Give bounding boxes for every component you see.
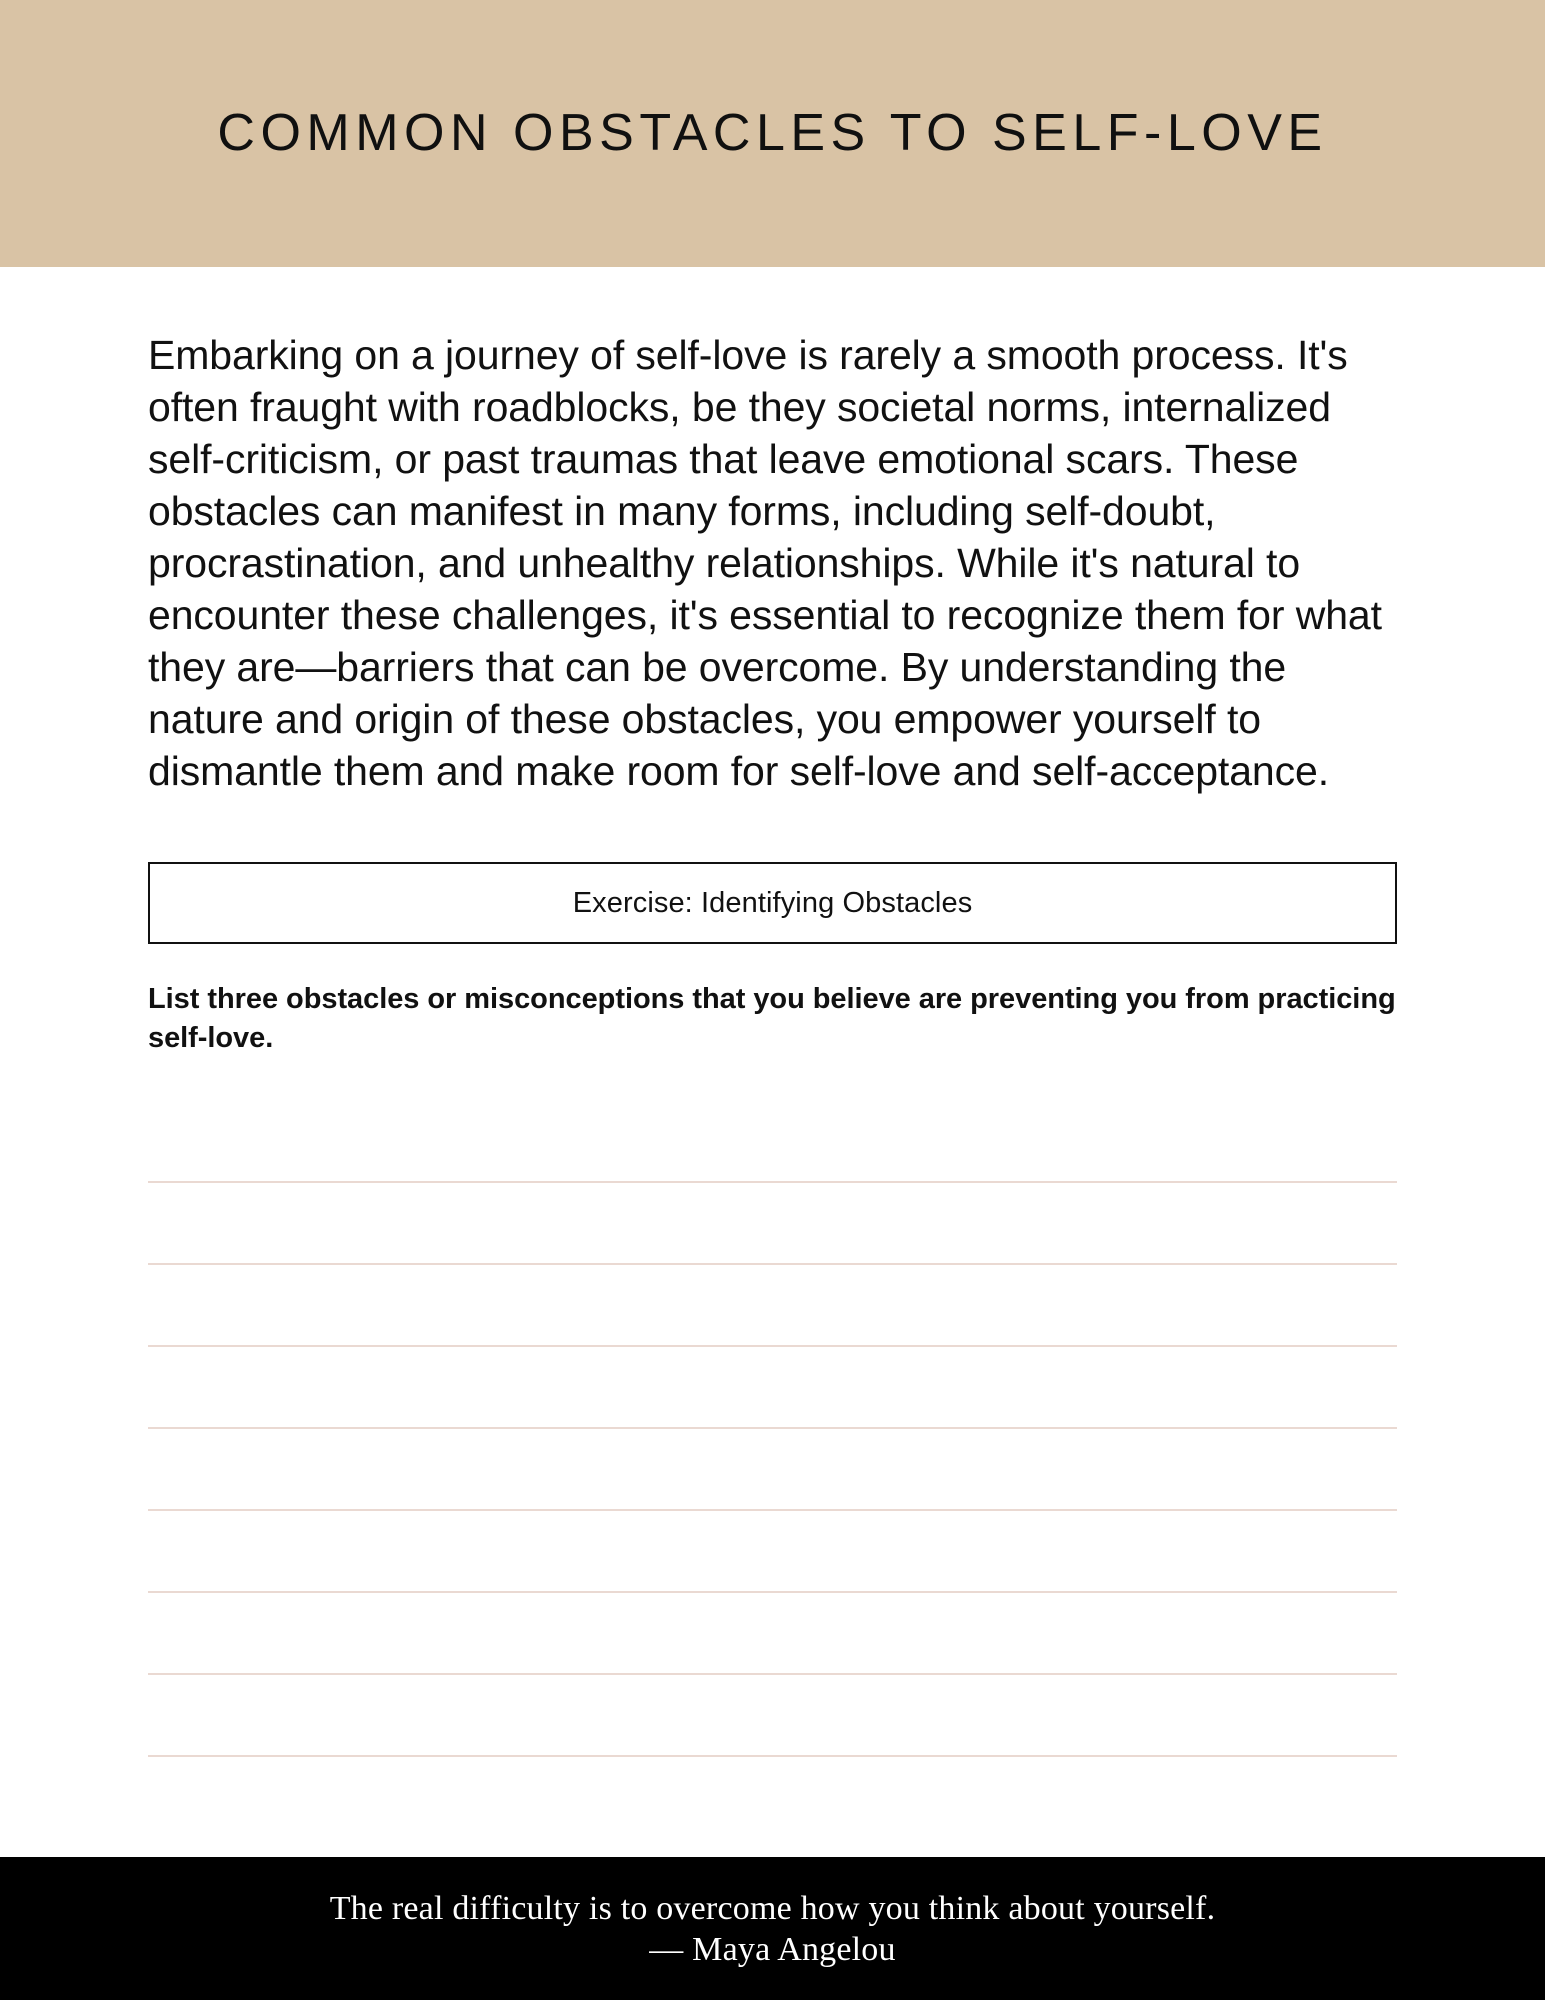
page-title: COMMON OBSTACLES TO SELF-LOVE [217, 103, 1328, 162]
page-header-band [0, 0, 1545, 267]
writing-lines-area[interactable] [148, 1101, 1397, 1757]
intro-paragraph: Embarking on a journey of self-love is rarely a smooth process. It's often fraught with roadblocks, be they societal norms, internalized self-criticism, or past traumas that leave emotional scars. These obstacles can manifest in many forms, including self-doubt, procrastination, and unhealthy relationships. While it's natural to encounter these challenges, it's essential to recognize them for what they are—barriers that can be overcome. By understanding the nature and origin of these obstacles, you empower yourself to dismantle them and make room for self-love and self-acceptance. [148, 332, 1382, 794]
write-line[interactable] [148, 1101, 1397, 1183]
write-line[interactable] [148, 1511, 1397, 1593]
write-line[interactable] [148, 1593, 1397, 1675]
footer-quote-text: The real difficulty is to overcome how you think about yourself. [329, 1889, 1216, 1927]
footer-quote-attribution: — Maya Angelou [649, 1930, 896, 1968]
write-line[interactable] [148, 1347, 1397, 1429]
write-line[interactable] [148, 1183, 1397, 1265]
exercise-instruction: List three obstacles or misconceptions that you believe are preventing you from practicing self-love. [148, 983, 1396, 1054]
write-line[interactable] [148, 1429, 1397, 1511]
exercise-title: Exercise: Identifying Obstacles [572, 886, 973, 919]
write-line[interactable] [148, 1265, 1397, 1347]
main-content [0, 267, 1545, 1857]
write-line[interactable] [148, 1675, 1397, 1757]
page-footer-band [0, 1857, 1545, 2000]
exercise-title-box [148, 862, 1397, 944]
